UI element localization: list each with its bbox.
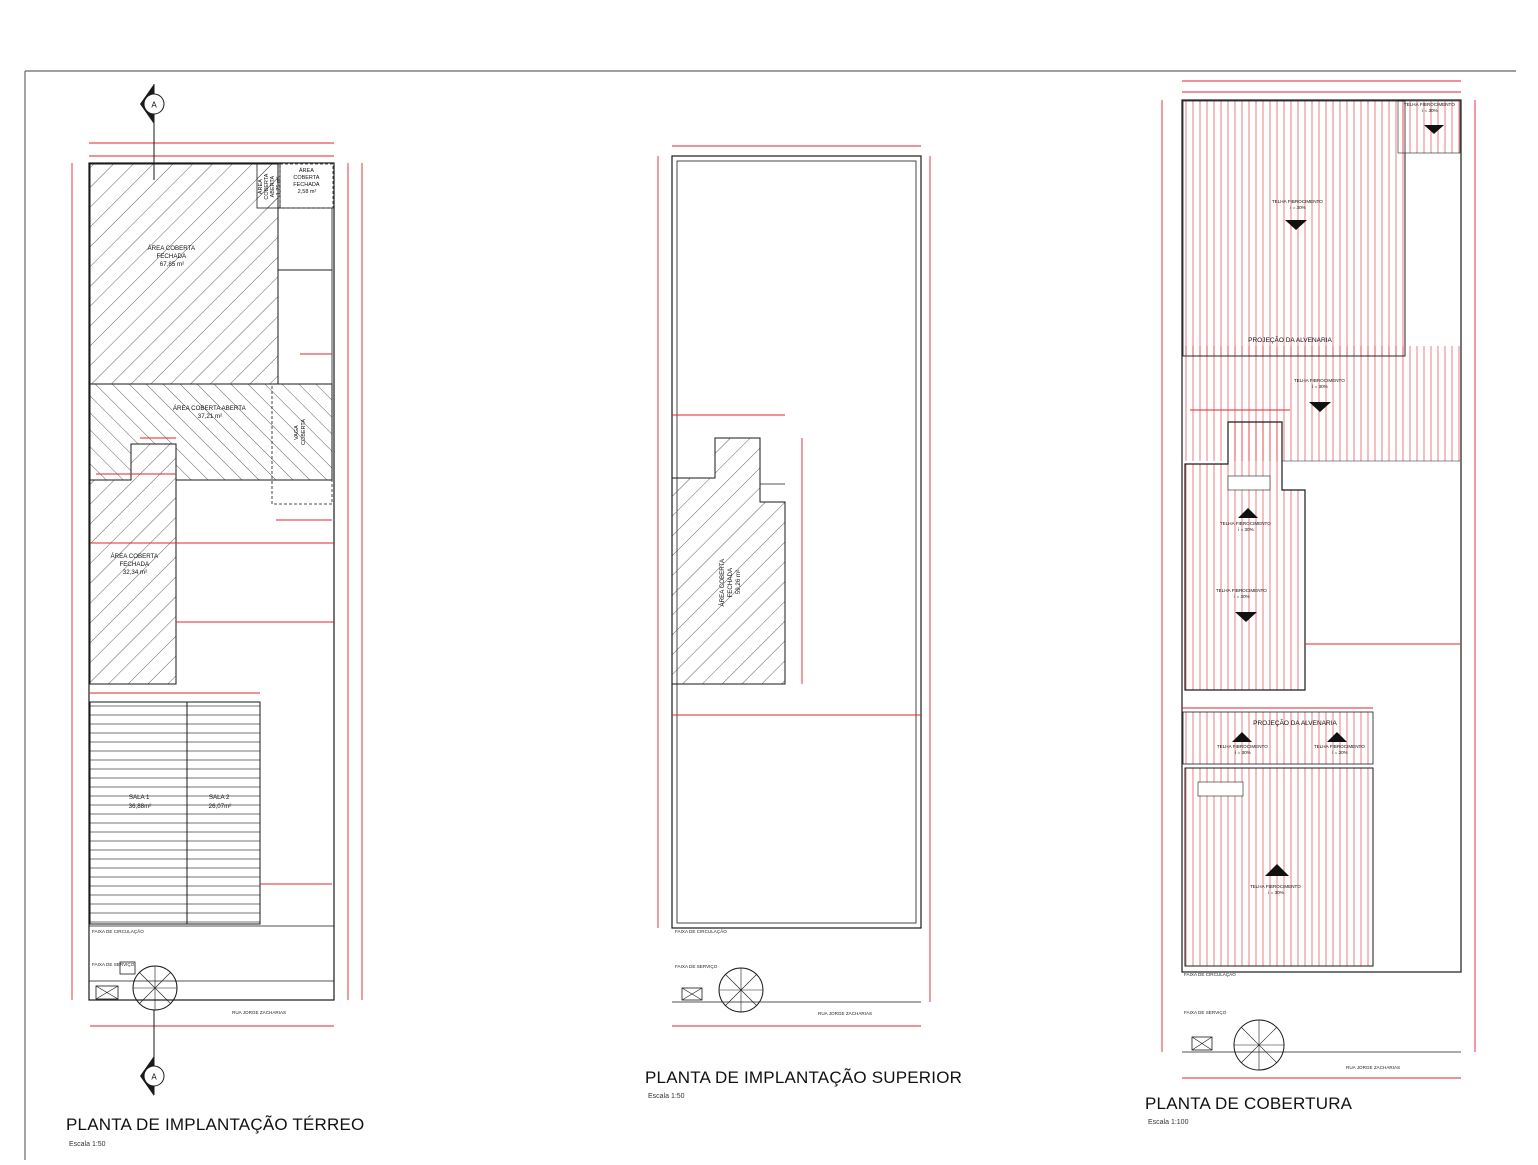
plan-cobertura: [1162, 81, 1475, 1078]
plan-superior: [658, 146, 930, 1026]
area-label-small-a: ÁREA COBERTA ABERTA 1,75 m²: [258, 173, 282, 200]
area-label-mid: ÁREA COBERTA FECHADA 32,34 m²: [110, 553, 158, 576]
room-label-sala1: SALA 1 36,88m²: [128, 794, 152, 810]
label-street: RUA JORGE ZACHARIAS: [818, 1011, 873, 1016]
tree-symbol: [719, 968, 763, 1012]
label-faixa-servico: FAIXA DE SERVIÇO: [92, 962, 135, 967]
area-label-superior: ÁREA COBERTA FECHADA 59,26 m²: [719, 559, 742, 607]
area-label-open: ÁREA COBERTA ABERTA 37,21 m²: [172, 405, 246, 420]
roof-left: [1185, 422, 1305, 690]
label-street: RUA JORGE ZACHARIAS: [232, 1010, 287, 1015]
label-faixa-servico: FAIXA DE SERVIÇO: [1184, 1010, 1227, 1015]
roof-label-1: TELHA FIBROCIMENTO i = 30%: [1271, 199, 1323, 210]
tree-symbol: [1234, 1020, 1284, 1070]
label-faixa-circulacao: FAIXA DE CIRCULAÇÃO: [675, 929, 727, 934]
area-label-small-b: ÁREA COBERTA FECHADA 2,58 m²: [293, 168, 320, 195]
roof-label-6: TELHA FIBROCIMENTO i = 30%: [1216, 744, 1268, 755]
hatch-area-top: [90, 164, 278, 384]
roof-top: [1183, 101, 1405, 356]
plan-terreo: [72, 84, 362, 1096]
small-box-b: [1198, 782, 1243, 796]
title-superior: PLANTA DE IMPLANTAÇÃO SUPERIOR: [645, 1068, 963, 1087]
section-marker-bottom: [140, 1010, 164, 1096]
sala-block: [90, 702, 260, 924]
roof-label-4: TELHA FIBROCIMENTO i = 30%: [1219, 521, 1271, 532]
area-label-top: ÁREA COBERTA FECHADA 67,85 m²: [147, 245, 195, 268]
projection-label-1: PROJEÇÃO DA ALVENARIA: [1248, 337, 1332, 344]
projection-label-2: PROJEÇÃO DA ALVENARIA: [1253, 720, 1337, 727]
label-faixa-servico: FAIXA DE SERVIÇO: [675, 964, 718, 969]
label-street: RUA JORGE ZACHARIAS: [1346, 1065, 1401, 1070]
section-letter-top: A: [151, 100, 157, 110]
roof-label-8: TELHA FIBROCIMENTO i = 30%: [1249, 884, 1301, 895]
roof-label-2: TELHA FIBROCIMENTO i = 30%: [1403, 102, 1455, 113]
scale-terreo: Escala 1:50: [69, 1141, 106, 1148]
box-right-b: [278, 270, 332, 384]
hatch-area-superior: [672, 438, 785, 684]
scale-cobertura: Escala 1:100: [1148, 1119, 1189, 1126]
scale-superior: Escala 1:50: [648, 1093, 685, 1100]
roof-label-7: TELHA FIBROCIMENTO i = 30%: [1313, 744, 1365, 755]
label-faixa-circulacao: FAIXA DE CIRCULAÇÃO: [1184, 972, 1236, 977]
tree-symbol: [133, 966, 177, 1010]
small-box-a: [1228, 476, 1270, 490]
box-right-a: [278, 208, 332, 270]
roof-label-5: TELHA FIBROCIMENTO i = 30%: [1215, 588, 1267, 599]
roof-label-3: TELHA FIBROCIMENTO i = 30%: [1293, 378, 1345, 389]
room-label-sala2: SALA 2 26,07m²: [208, 794, 232, 810]
label-faixa-circulacao: FAIXA DE CIRCULAÇÃO: [92, 929, 144, 934]
area-label-vaga: VAGA COBERTA: [294, 418, 307, 446]
title-cobertura: PLANTA DE COBERTURA: [1145, 1094, 1353, 1113]
title-terreo: PLANTA DE IMPLANTAÇÃO TÉRREO: [66, 1115, 365, 1134]
section-letter-bottom: A: [151, 1072, 157, 1082]
